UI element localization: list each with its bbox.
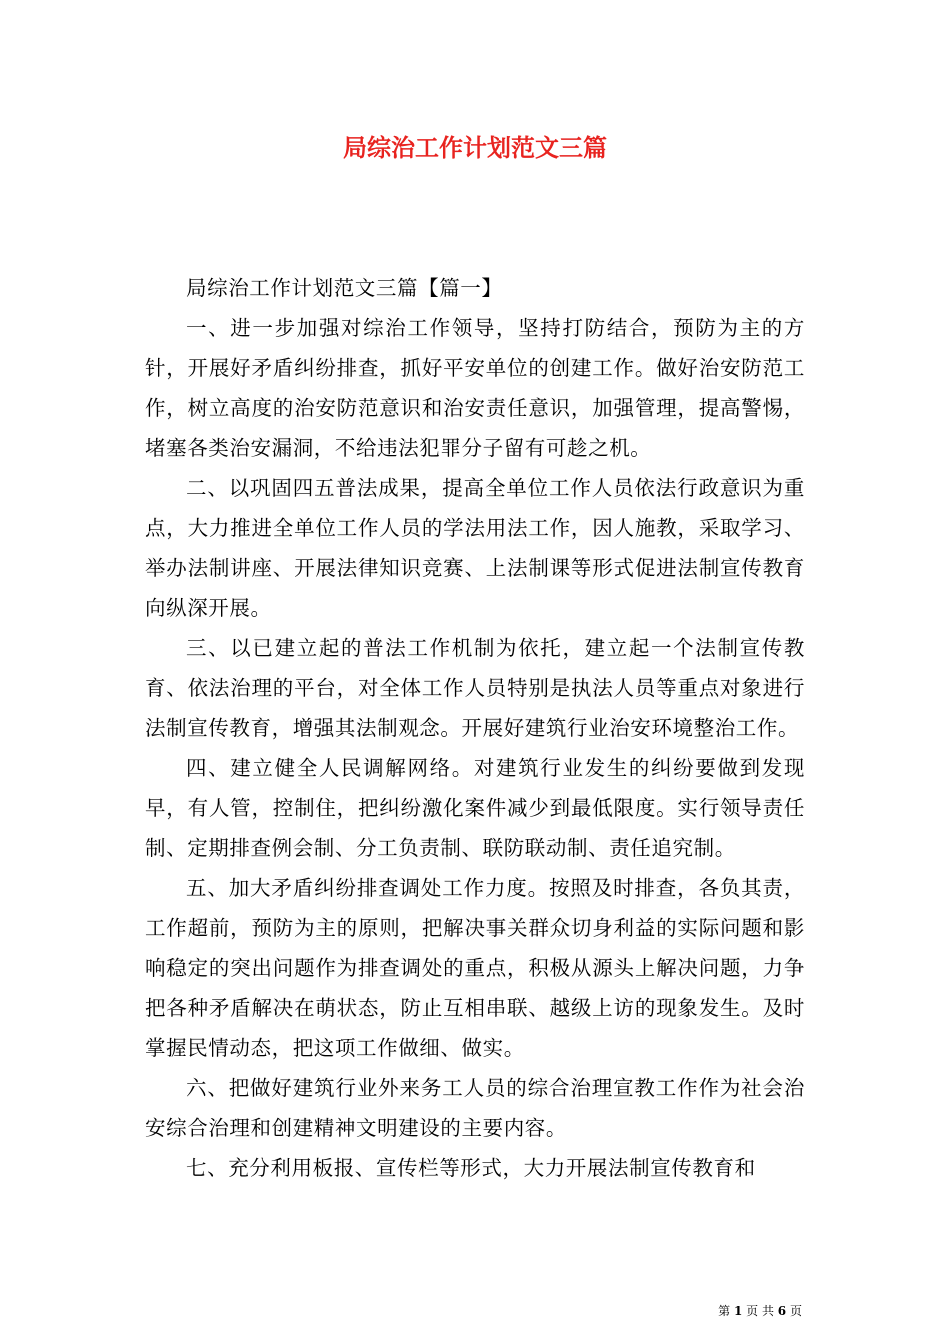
footer-suffix: 页 bbox=[789, 1304, 802, 1318]
paragraph-4: 四、建立健全人民调解网络。对建筑行业发生的纠纷要做到发现早，有人管，控制住，把纠纷激化案件减少到最低限度。实行领导责任制、定期排查例会制、分工负责制、联防联动制、责任追究制。 bbox=[145, 756, 805, 860]
document-body bbox=[145, 268, 805, 1188]
footer-prefix: 第 bbox=[718, 1304, 731, 1318]
paragraph-3: 三、以已建立起的普法工作机制为依托，建立起一个法制宣传教育、依法治理的平台，对全体工作人员特别是执法人员等重点对象进行法制宣传教育，增强其法制观念。开展好建筑行业治安环境整治工作。 bbox=[145, 636, 805, 740]
paragraph-6: 六、把做好建筑行业外来务工人员的综合治理宣教工作作为社会治安综合治理和创建精神文明建设的主要内容。 bbox=[145, 1076, 805, 1140]
page-number-footer bbox=[718, 1303, 802, 1319]
paragraph-5: 五、加大矛盾纠纷排查调处工作力度。按照及时排查，各负其责，工作超前，预防为主的原则，把解决事关群众切身利益的实际问题和影响稳定的突出问题作为排查调处的重点，积极从源头上解决问题，力争把各种矛盾解决在萌状态，防止互相串联、越级上访的现象发生。及时掌握民情动态，把这项工作做细、做实。 bbox=[145, 876, 805, 1060]
paragraph-2: 二、以巩固四五普法成果，提高全单位工作人员依法行政意识为重点，大力推进全单位工作人员的学法用法工作，因人施教，采取学习、举办法制讲座、开展法律知识竞赛、上法制课等形式促进法制宣传教育向纵深开展。 bbox=[145, 476, 805, 620]
total-page-count: 6 bbox=[777, 1304, 787, 1318]
section-heading: 局综治工作计划范文三篇【篇一】 bbox=[186, 276, 503, 300]
footer-middle: 页 共 bbox=[746, 1304, 774, 1318]
document-title: 局综治工作计划范文三篇 bbox=[343, 133, 607, 162]
paragraph-7: 七、充分利用板报、宣传栏等形式，大力开展法制宣传教育和 bbox=[186, 1156, 756, 1180]
current-page-number: 1 bbox=[733, 1304, 743, 1318]
paragraph-1: 一、进一步加强对综治工作领导，坚持打防结合，预防为主的方针，开展好矛盾纠纷排查，抓好平安单位的创建工作。做好治安防范工作，树立高度的治安防范意识和治安责任意识，加强管理，提高警惕，堵塞各类治安漏洞，不给违法犯罪分子留有可趁之机。 bbox=[145, 316, 805, 460]
